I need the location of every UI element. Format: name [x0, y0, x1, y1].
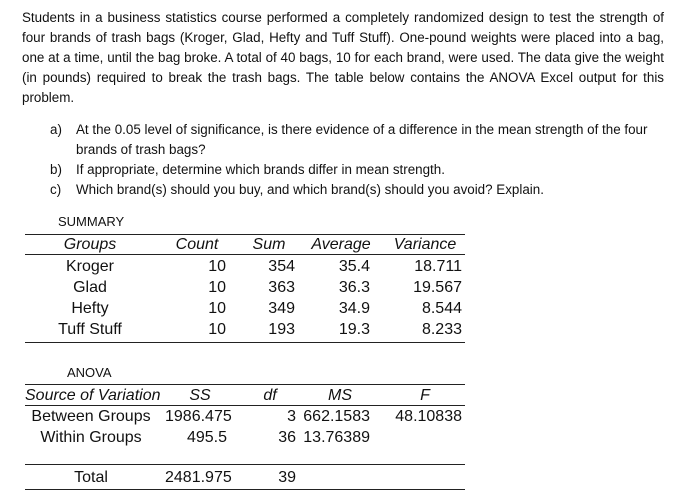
- group-name: Hefty: [71, 300, 109, 317]
- summary-header-average: Average: [311, 236, 371, 253]
- df-value: 3: [287, 408, 296, 425]
- anova-header-f: F: [420, 387, 430, 404]
- question-text: Which brand(s) should you buy, and which brand(s) should you avoid? Explain.: [76, 182, 544, 197]
- ss-value: 2481.975: [165, 469, 232, 486]
- summary-top-rule: [25, 234, 465, 235]
- variance-value: 8.233: [421, 321, 462, 338]
- anova-header-ms: MS: [328, 387, 352, 404]
- question-text: If appropriate, determine which brands differ in mean strength.: [76, 162, 445, 177]
- anova-header-rule: [25, 405, 465, 406]
- source-name: Between Groups: [31, 408, 151, 425]
- group-name: Glad: [73, 279, 107, 296]
- question-label: b): [50, 162, 62, 177]
- ms-value: 662.1583: [303, 408, 370, 425]
- group-name: Tuff Stuff: [58, 321, 122, 338]
- ss-value: 1986.475: [165, 408, 232, 425]
- summary-header-rule: [25, 254, 465, 255]
- df-value: 36: [278, 429, 296, 446]
- question-c: [50, 180, 666, 200]
- variance-value: 18.711: [414, 258, 462, 275]
- sum-value: 363: [268, 279, 295, 296]
- summary-header-sum: Sum: [252, 236, 286, 253]
- ms-value: 13.76389: [303, 429, 370, 446]
- average-value: 36.3: [338, 279, 370, 296]
- df-value: 39: [278, 469, 296, 486]
- variance-value: 8.544: [421, 300, 462, 317]
- average-value: 19.3: [338, 321, 370, 338]
- question-a: [50, 120, 666, 160]
- question-label: c): [50, 182, 62, 197]
- anova-title: ANOVA: [67, 365, 112, 380]
- question-label: a): [50, 122, 62, 137]
- anova-bottom-rule: [25, 489, 465, 490]
- anova-header-source: Source of Variation: [25, 387, 161, 404]
- sum-value: 354: [268, 258, 295, 275]
- problem-statement: Students in a business statistics course performed a completely randomized design to test the strength of four brands of trash bags (Kroger, Glad, Hefty and Tuff Stuff). One-pound weights were placed into a bag, one at a time, until the bag broke. A total of 40 bags, 10 for each brand, were used. The data give the weight (in pounds) required to break the trash bags. The table below contains the ANOVA Excel output for this problem.: [22, 10, 664, 105]
- count-value: 10: [208, 300, 226, 317]
- anova-top-rule: [25, 384, 465, 385]
- sum-value: 349: [268, 300, 295, 317]
- count-value: 10: [208, 321, 226, 338]
- ss-value: 495.5: [186, 429, 227, 446]
- average-value: 34.9: [338, 300, 370, 317]
- summary-bottom-rule: [25, 342, 465, 343]
- group-name: Kroger: [65, 258, 115, 275]
- summary-title: SUMMARY: [58, 214, 125, 229]
- sum-value: 193: [268, 321, 295, 338]
- question-b: [50, 160, 666, 180]
- variance-value: 19.567: [413, 279, 462, 296]
- anova-header-df: df: [263, 387, 277, 404]
- summary-header-groups: Groups: [63, 236, 117, 253]
- question-list: [50, 120, 666, 200]
- f-value: 48.10838: [395, 408, 462, 425]
- count-value: 10: [208, 258, 226, 275]
- question-text: At the 0.05 level of significance, is there evidence of a difference in the mean strength of the four brands of trash bags?: [76, 122, 648, 157]
- anova-header-ss: SS: [189, 387, 211, 404]
- source-name: Within Groups: [40, 429, 142, 446]
- source-name: Total: [74, 469, 108, 486]
- average-value: 35.4: [338, 258, 370, 275]
- summary-header-variance: Variance: [393, 236, 457, 253]
- summary-header-count: Count: [175, 236, 219, 253]
- count-value: 10: [208, 279, 226, 296]
- anova-total-rule: [25, 464, 465, 465]
